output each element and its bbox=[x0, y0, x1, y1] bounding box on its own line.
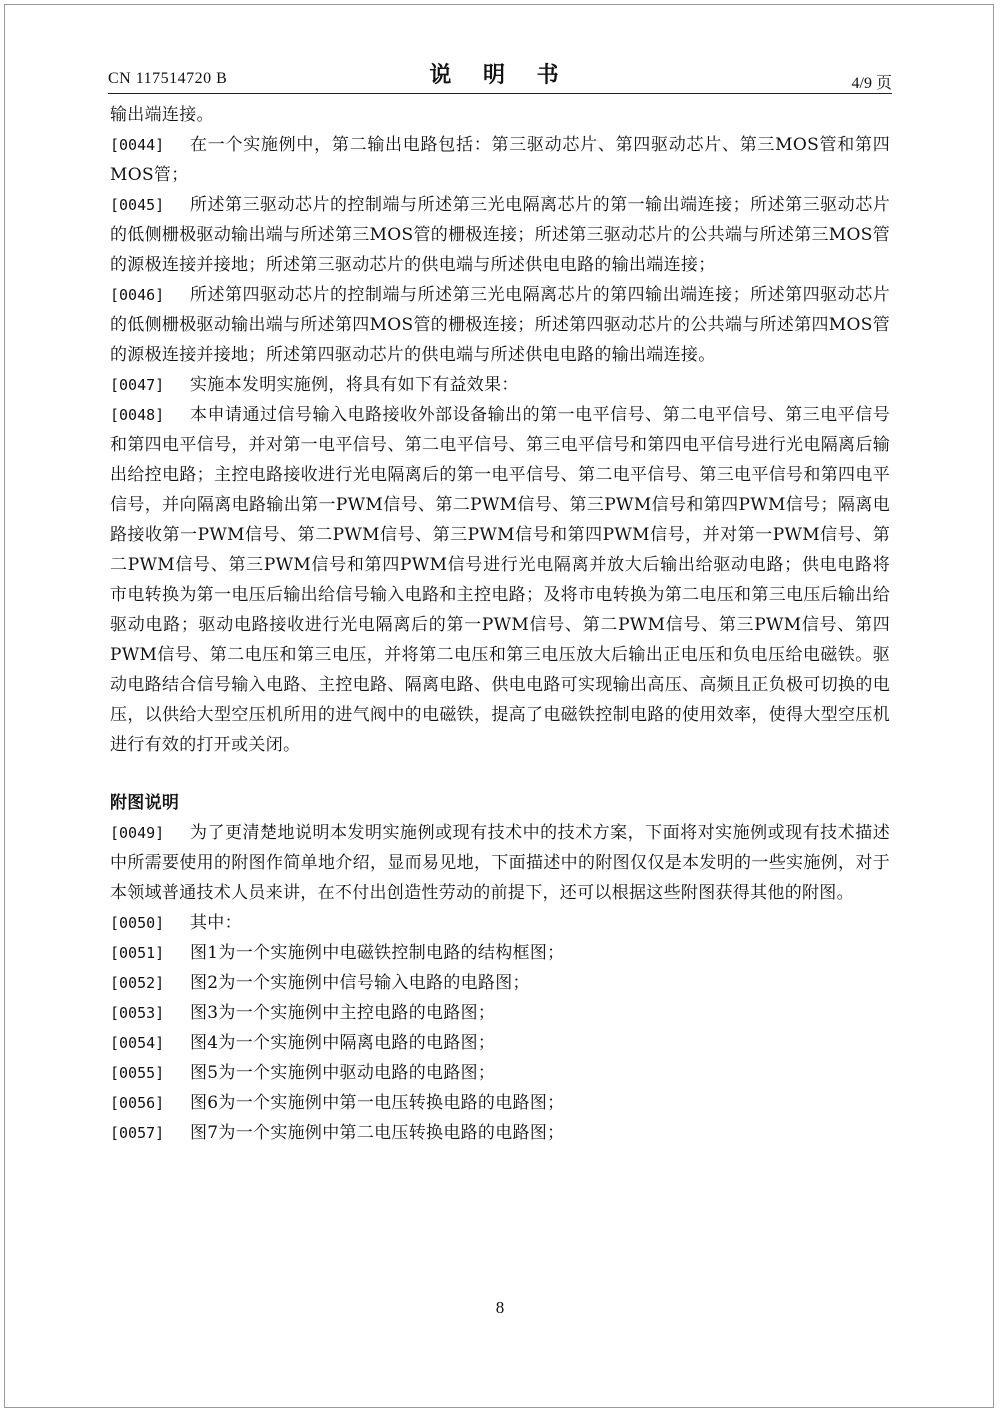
paragraph bbox=[110, 998, 890, 1028]
paragraph-number: [0044] bbox=[110, 136, 165, 154]
paragraph-text: 所述第四驱动芯片的控制端与所述第三光电隔离芯片的第四输出端连接；所述第四驱动芯片的低侧栅极驱动输出端与所述第四MOS管的栅极连接；所述第四驱动芯片的公共端与所述第四MOS管的源极连接并接地；所述第四驱动芯片的供电端与所述供电电路的输出端连接。 bbox=[110, 285, 890, 365]
paragraph-text: 图3为一个实施例中主控电路的电路图； bbox=[190, 1003, 496, 1023]
paragraph bbox=[110, 370, 890, 400]
section-heading: 附图说明 bbox=[110, 793, 180, 813]
paragraph bbox=[110, 400, 890, 760]
paragraph-number: [0055] bbox=[110, 1064, 165, 1082]
paragraph-text: 在一个实施例中，第二输出电路包括：第三驱动芯片、第四驱动芯片、第三MOS管和第四MOS管； bbox=[110, 135, 890, 185]
paragraph bbox=[110, 1058, 890, 1088]
paragraph bbox=[110, 818, 890, 908]
paragraph bbox=[110, 1118, 890, 1148]
paragraph-text: 图5为一个实施例中驱动电路的电路图； bbox=[190, 1063, 496, 1083]
paragraph-number: [0050] bbox=[110, 914, 165, 932]
paragraph bbox=[110, 938, 890, 968]
paragraph-text: 所述第三驱动芯片的控制端与所述第三光电隔离芯片的第一输出端连接；所述第三驱动芯片的低侧栅极驱动输出端与所述第三MOS管的栅极连接；所述第三驱动芯片的公共端与所述第三MOS管的源极连接并接地；所述第三驱动芯片的供电端与所述供电电路的输出端连接； bbox=[110, 195, 890, 275]
paragraph-number: [0054] bbox=[110, 1034, 165, 1052]
paragraph-number: [0048] bbox=[110, 406, 165, 424]
paragraph-text: 其中： bbox=[190, 913, 242, 933]
page-indicator: 4/9 页 bbox=[851, 75, 892, 92]
paragraph-number: [0045] bbox=[110, 196, 165, 214]
paragraph bbox=[110, 1028, 890, 1058]
paragraph-text: 图6为一个实施例中第一电压转换电路的电路图； bbox=[190, 1093, 565, 1113]
document-body bbox=[110, 100, 890, 1148]
paragraph-text: 为了更清楚地说明本发明实施例或现有技术中的技术方案，下面将对实施例或现有技术描述中所需要使用的附图作简单地介绍，显而易见地，下面描述中的附图仅仅是本发明的一些实施例，对于本领域普通技术人员来讲，在不付出创造性劳动的前提下，还可以根据这些附图获得其他的附图。 bbox=[110, 823, 890, 903]
document-number: CN 117514720 B bbox=[108, 70, 228, 87]
header-rule bbox=[108, 93, 892, 94]
page-header bbox=[108, 58, 892, 94]
paragraph-text: 图2为一个实施例中信号输入电路的电路图； bbox=[190, 973, 530, 993]
paragraph-number: [0057] bbox=[110, 1124, 165, 1142]
paragraph-text: 本申请通过信号输入电路接收外部设备输出的第一电平信号、第二电平信号、第三电平信号和第四电平信号，并对第一电平信号、第二电平信号、第三电平信号和第四电平信号进行光电隔离后输出给控电路；主控电路接收进行光电隔离后的第一电平信号、第二电平信号、第三电平信号和第四电平信号，并向隔离电路输出第一PWM信号、第二PWM信号、第三PWM信号和第四PWM信号；隔离电路接收第一PWM信号、第二PWM信号、第三PWM信号和第四PWM信号，并对第一PWM信号、第二PWM信号、第三PWM信号和第四PWM信号进行光电隔离并放大后输出给驱动电路；供电电路将市电转换为第一电压后输出给信号输入电路和主控电路；及将市电转换为第二电压和第三电压后输出给驱动电路；驱动电路接收进行光电隔离后的第一PWM信号、第二PWM信号、第三PWM信号、第四PWM信号、第二电压和第三电压，并将第二电压和第三电压放大后输出正电压和负电压给电磁铁。驱动电路结合信号输入电路、主控电路、隔离电路、供电电路可实现输出高压、高频且正负极可切换的电压，以供给大型空压机所用的进气阀中的电磁铁，提高了电磁铁控制电路的使用效率，使得大型空压机进行有效的打开或关闭。 bbox=[110, 405, 890, 755]
paragraph-number: [0051] bbox=[110, 944, 165, 962]
paragraph bbox=[110, 1088, 890, 1118]
paragraph-number: [0046] bbox=[110, 286, 165, 304]
continued-text: 输出端连接。 bbox=[110, 105, 214, 125]
page-number: 8 bbox=[495, 1298, 505, 1317]
paragraph-number: [0049] bbox=[110, 824, 165, 842]
paragraph bbox=[110, 280, 890, 370]
paragraph bbox=[110, 190, 890, 280]
paragraph-number: [0047] bbox=[110, 376, 165, 394]
paragraph-text: 图7为一个实施例中第二电压转换电路的电路图； bbox=[190, 1123, 565, 1143]
page-title: 说 明 书 bbox=[429, 62, 571, 88]
paragraph-text: 实施本发明实施例，将具有如下有益效果： bbox=[190, 375, 519, 395]
paragraph-text: 图1为一个实施例中电磁铁控制电路的结构框图； bbox=[190, 943, 565, 963]
paragraph bbox=[110, 968, 890, 998]
paragraph-text: 图4为一个实施例中隔离电路的电路图； bbox=[190, 1033, 496, 1053]
paragraph-list-b bbox=[110, 818, 890, 1148]
paragraph-number: [0056] bbox=[110, 1094, 165, 1112]
paragraph bbox=[110, 908, 890, 938]
paragraph-number: [0053] bbox=[110, 1004, 165, 1022]
paragraph bbox=[110, 130, 890, 190]
paragraph-number: [0052] bbox=[110, 974, 165, 992]
paragraph-list-a bbox=[110, 130, 890, 760]
